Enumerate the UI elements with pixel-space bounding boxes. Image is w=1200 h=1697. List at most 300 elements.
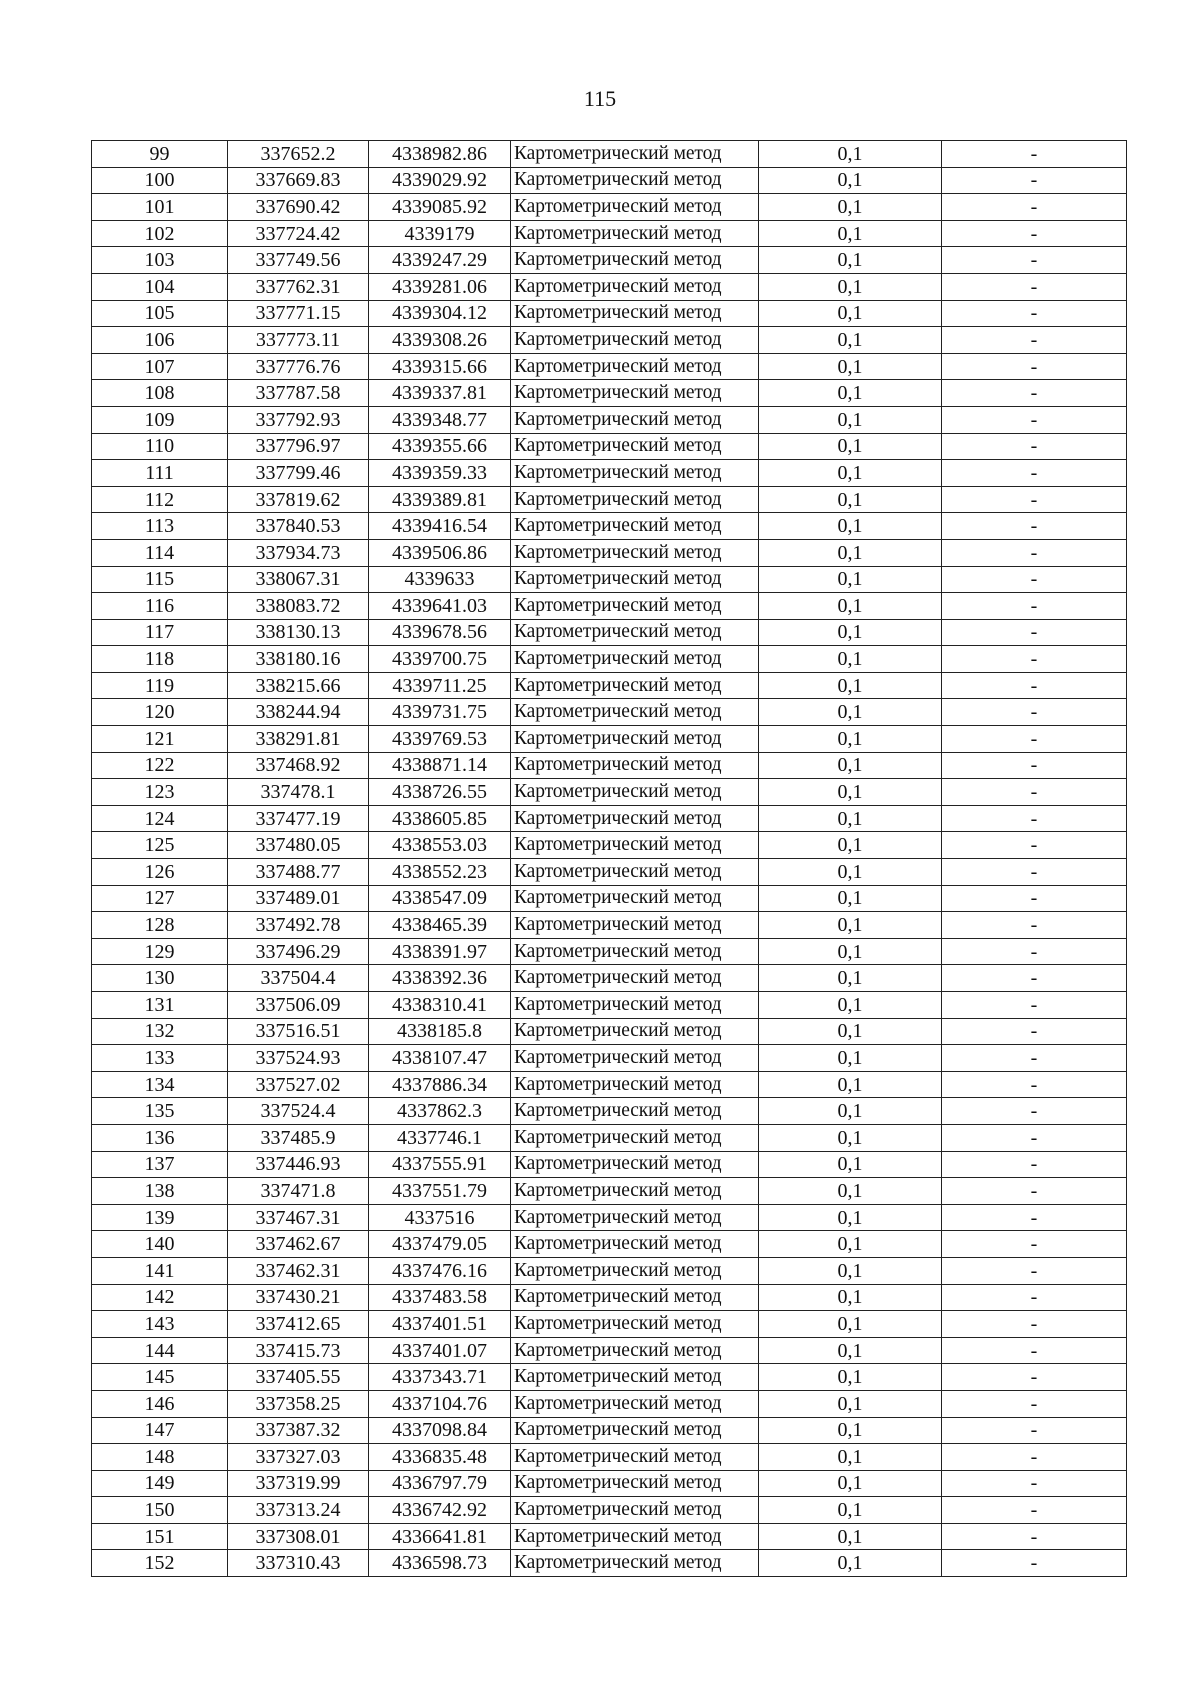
y-coordinate-cell: 4339416.54 [369,513,511,540]
y-coordinate-cell: 4338465.39 [369,912,511,939]
table-row [92,1390,1127,1417]
method-cell: Картометрический метод [511,1124,759,1151]
note-cell: - [942,699,1127,726]
point-number-cell: 140 [92,1231,228,1258]
method-cell: Картометрический метод [511,779,759,806]
point-number-cell: 136 [92,1124,228,1151]
x-coordinate-cell: 338130.13 [228,619,369,646]
y-coordinate-cell: 4337886.34 [369,1071,511,1098]
accuracy-cell: 0,1 [759,1284,942,1311]
accuracy-cell: 0,1 [759,726,942,753]
method-cell: Картометрический метод [511,885,759,912]
y-coordinate-cell: 4338605.85 [369,805,511,832]
accuracy-cell: 0,1 [759,619,942,646]
y-coordinate-cell: 4337401.07 [369,1337,511,1364]
point-number-cell: 120 [92,699,228,726]
y-coordinate-cell: 4339308.26 [369,327,511,354]
note-cell: - [942,1337,1127,1364]
point-number-cell: 145 [92,1364,228,1391]
table-row [92,194,1127,221]
accuracy-cell: 0,1 [759,646,942,673]
note-cell: - [942,353,1127,380]
note-cell: - [942,406,1127,433]
x-coordinate-cell: 337787.58 [228,380,369,407]
method-cell: Картометрический метод [511,380,759,407]
y-coordinate-cell: 4337104.76 [369,1390,511,1417]
x-coordinate-cell: 337799.46 [228,460,369,487]
accuracy-cell: 0,1 [759,406,942,433]
note-cell: - [942,1364,1127,1391]
y-coordinate-cell: 4339348.77 [369,406,511,433]
table-row [92,406,1127,433]
x-coordinate-cell: 337690.42 [228,194,369,221]
x-coordinate-cell: 337840.53 [228,513,369,540]
y-coordinate-cell: 4339355.66 [369,433,511,460]
x-coordinate-cell: 337430.21 [228,1284,369,1311]
note-cell: - [942,247,1127,274]
x-coordinate-cell: 337480.05 [228,832,369,859]
note-cell: - [942,327,1127,354]
x-coordinate-cell: 337412.65 [228,1311,369,1338]
table-row [92,1071,1127,1098]
note-cell: - [942,672,1127,699]
method-cell: Картометрический метод [511,938,759,965]
point-number-cell: 100 [92,167,228,194]
x-coordinate-cell: 337492.78 [228,912,369,939]
y-coordinate-cell: 4337476.16 [369,1257,511,1284]
method-cell: Картометрический метод [511,1523,759,1550]
accuracy-cell: 0,1 [759,805,942,832]
x-coordinate-cell: 337773.11 [228,327,369,354]
table-row [92,1497,1127,1524]
accuracy-cell: 0,1 [759,859,942,886]
note-cell: - [942,1497,1127,1524]
point-number-cell: 128 [92,912,228,939]
point-number-cell: 107 [92,353,228,380]
method-cell: Картометрический метод [511,965,759,992]
point-number-cell: 118 [92,646,228,673]
x-coordinate-cell: 337527.02 [228,1071,369,1098]
x-coordinate-cell: 337504.4 [228,965,369,992]
accuracy-cell: 0,1 [759,353,942,380]
y-coordinate-cell: 4336797.79 [369,1470,511,1497]
table-row [92,353,1127,380]
x-coordinate-cell: 337467.31 [228,1204,369,1231]
accuracy-cell: 0,1 [759,1178,942,1205]
note-cell: - [942,965,1127,992]
table-row [92,965,1127,992]
y-coordinate-cell: 4337483.58 [369,1284,511,1311]
point-number-cell: 114 [92,539,228,566]
point-number-cell: 125 [92,832,228,859]
accuracy-cell: 0,1 [759,141,942,168]
y-coordinate-cell: 4337746.1 [369,1124,511,1151]
point-number-cell: 142 [92,1284,228,1311]
accuracy-cell: 0,1 [759,460,942,487]
point-number-cell: 121 [92,726,228,753]
method-cell: Картометрический метод [511,593,759,620]
y-coordinate-cell: 4337343.71 [369,1364,511,1391]
x-coordinate-cell: 337313.24 [228,1497,369,1524]
accuracy-cell: 0,1 [759,327,942,354]
table-row [92,1470,1127,1497]
accuracy-cell: 0,1 [759,566,942,593]
point-number-cell: 138 [92,1178,228,1205]
x-coordinate-cell: 338215.66 [228,672,369,699]
point-number-cell: 132 [92,1018,228,1045]
accuracy-cell: 0,1 [759,1417,942,1444]
x-coordinate-cell: 337310.43 [228,1550,369,1577]
table-row [92,1178,1127,1205]
accuracy-cell: 0,1 [759,672,942,699]
accuracy-cell: 0,1 [759,593,942,620]
note-cell: - [942,593,1127,620]
table-row [92,779,1127,806]
table-row [92,699,1127,726]
method-cell: Картометрический метод [511,566,759,593]
note-cell: - [942,141,1127,168]
accuracy-cell: 0,1 [759,486,942,513]
point-number-cell: 139 [92,1204,228,1231]
point-number-cell: 117 [92,619,228,646]
note-cell: - [942,832,1127,859]
method-cell: Картометрический метод [511,141,759,168]
y-coordinate-cell: 4339179 [369,220,511,247]
method-cell: Картометрический метод [511,1470,759,1497]
point-number-cell: 106 [92,327,228,354]
accuracy-cell: 0,1 [759,1364,942,1391]
x-coordinate-cell: 337776.76 [228,353,369,380]
x-coordinate-cell: 337327.03 [228,1444,369,1471]
y-coordinate-cell: 4338552.23 [369,859,511,886]
y-coordinate-cell: 4336598.73 [369,1550,511,1577]
method-cell: Картометрический метод [511,699,759,726]
point-number-cell: 112 [92,486,228,513]
table-row [92,141,1127,168]
point-number-cell: 129 [92,938,228,965]
note-cell: - [942,1523,1127,1550]
x-coordinate-cell: 337468.92 [228,752,369,779]
accuracy-cell: 0,1 [759,1337,942,1364]
y-coordinate-cell: 4336641.81 [369,1523,511,1550]
y-coordinate-cell: 4337098.84 [369,1417,511,1444]
point-number-cell: 122 [92,752,228,779]
accuracy-cell: 0,1 [759,1151,942,1178]
table-row [92,300,1127,327]
table-row [92,619,1127,646]
note-cell: - [942,938,1127,965]
point-number-cell: 108 [92,380,228,407]
accuracy-cell: 0,1 [759,513,942,540]
accuracy-cell: 0,1 [759,938,942,965]
point-number-cell: 131 [92,992,228,1019]
note-cell: - [942,885,1127,912]
method-cell: Картометрический метод [511,726,759,753]
accuracy-cell: 0,1 [759,1470,942,1497]
y-coordinate-cell: 4338982.86 [369,141,511,168]
accuracy-cell: 0,1 [759,273,942,300]
y-coordinate-cell: 4337479.05 [369,1231,511,1258]
note-cell: - [942,726,1127,753]
x-coordinate-cell: 337524.93 [228,1045,369,1072]
method-cell: Картометрический метод [511,1204,759,1231]
y-coordinate-cell: 4339641.03 [369,593,511,620]
accuracy-cell: 0,1 [759,1204,942,1231]
note-cell: - [942,1071,1127,1098]
y-coordinate-cell: 4339029.92 [369,167,511,194]
y-coordinate-cell: 4338871.14 [369,752,511,779]
method-cell: Картометрический метод [511,220,759,247]
y-coordinate-cell: 4338547.09 [369,885,511,912]
y-coordinate-cell: 4339506.86 [369,539,511,566]
point-number-cell: 137 [92,1151,228,1178]
point-number-cell: 101 [92,194,228,221]
method-cell: Картометрический метод [511,167,759,194]
table-row [92,912,1127,939]
coordinates-table-body [92,141,1127,1577]
method-cell: Картометрический метод [511,460,759,487]
table-row [92,1417,1127,1444]
point-number-cell: 123 [92,779,228,806]
method-cell: Картометрический метод [511,406,759,433]
x-coordinate-cell: 337819.62 [228,486,369,513]
note-cell: - [942,779,1127,806]
method-cell: Картометрический метод [511,300,759,327]
y-coordinate-cell: 4339281.06 [369,273,511,300]
accuracy-cell: 0,1 [759,1231,942,1258]
y-coordinate-cell: 4338392.36 [369,965,511,992]
point-number-cell: 103 [92,247,228,274]
note-cell: - [942,1470,1127,1497]
note-cell: - [942,646,1127,673]
note-cell: - [942,194,1127,221]
method-cell: Картометрический метод [511,992,759,1019]
method-cell: Картометрический метод [511,832,759,859]
method-cell: Картометрический метод [511,912,759,939]
table-row [92,1231,1127,1258]
table-row [92,593,1127,620]
method-cell: Картометрический метод [511,1231,759,1258]
accuracy-cell: 0,1 [759,992,942,1019]
point-number-cell: 109 [92,406,228,433]
method-cell: Картометрический метод [511,1098,759,1125]
table-row [92,539,1127,566]
x-coordinate-cell: 337387.32 [228,1417,369,1444]
y-coordinate-cell: 4339315.66 [369,353,511,380]
note-cell: - [942,992,1127,1019]
x-coordinate-cell: 338083.72 [228,593,369,620]
note-cell: - [942,460,1127,487]
method-cell: Картометрический метод [511,1018,759,1045]
y-coordinate-cell: 4338553.03 [369,832,511,859]
table-row [92,1098,1127,1125]
note-cell: - [942,1098,1127,1125]
method-cell: Картометрический метод [511,273,759,300]
x-coordinate-cell: 337415.73 [228,1337,369,1364]
point-number-cell: 134 [92,1071,228,1098]
note-cell: - [942,1204,1127,1231]
table-row [92,1151,1127,1178]
point-number-cell: 144 [92,1337,228,1364]
table-row [92,726,1127,753]
table-row [92,1337,1127,1364]
table-row [92,513,1127,540]
y-coordinate-cell: 4339769.53 [369,726,511,753]
method-cell: Картометрический метод [511,486,759,513]
x-coordinate-cell: 338291.81 [228,726,369,753]
y-coordinate-cell: 4339678.56 [369,619,511,646]
x-coordinate-cell: 337652.2 [228,141,369,168]
table-row [92,1284,1127,1311]
table-row [92,646,1127,673]
method-cell: Картометрический метод [511,539,759,566]
table-row [92,1364,1127,1391]
x-coordinate-cell: 337308.01 [228,1523,369,1550]
x-coordinate-cell: 337488.77 [228,859,369,886]
x-coordinate-cell: 337669.83 [228,167,369,194]
table-row [92,1257,1127,1284]
note-cell: - [942,1124,1127,1151]
y-coordinate-cell: 4337551.79 [369,1178,511,1205]
point-number-cell: 116 [92,593,228,620]
table-row [92,1550,1127,1577]
table-row [92,672,1127,699]
method-cell: Картометрический метод [511,1497,759,1524]
point-number-cell: 119 [92,672,228,699]
point-number-cell: 105 [92,300,228,327]
accuracy-cell: 0,1 [759,380,942,407]
coordinates-table [91,140,1127,1577]
accuracy-cell: 0,1 [759,885,942,912]
accuracy-cell: 0,1 [759,1497,942,1524]
x-coordinate-cell: 337319.99 [228,1470,369,1497]
y-coordinate-cell: 4338107.47 [369,1045,511,1072]
y-coordinate-cell: 4336835.48 [369,1444,511,1471]
x-coordinate-cell: 337446.93 [228,1151,369,1178]
x-coordinate-cell: 337489.01 [228,885,369,912]
note-cell: - [942,433,1127,460]
method-cell: Картометрический метод [511,327,759,354]
note-cell: - [942,619,1127,646]
note-cell: - [942,1231,1127,1258]
point-number-cell: 111 [92,460,228,487]
note-cell: - [942,566,1127,593]
point-number-cell: 130 [92,965,228,992]
accuracy-cell: 0,1 [759,433,942,460]
point-number-cell: 124 [92,805,228,832]
note-cell: - [942,805,1127,832]
y-coordinate-cell: 4338185.8 [369,1018,511,1045]
x-coordinate-cell: 338180.16 [228,646,369,673]
table-row [92,433,1127,460]
x-coordinate-cell: 337516.51 [228,1018,369,1045]
table-row [92,1311,1127,1338]
point-number-cell: 149 [92,1470,228,1497]
table-row [92,220,1127,247]
note-cell: - [942,912,1127,939]
accuracy-cell: 0,1 [759,167,942,194]
note-cell: - [942,1151,1127,1178]
x-coordinate-cell: 337462.67 [228,1231,369,1258]
x-coordinate-cell: 337524.4 [228,1098,369,1125]
method-cell: Картометрический метод [511,1178,759,1205]
table-row [92,1523,1127,1550]
y-coordinate-cell: 4339085.92 [369,194,511,221]
method-cell: Картометрический метод [511,672,759,699]
x-coordinate-cell: 337471.8 [228,1178,369,1205]
method-cell: Картометрический метод [511,1550,759,1577]
method-cell: Картометрический метод [511,1364,759,1391]
y-coordinate-cell: 4339304.12 [369,300,511,327]
table-row [92,486,1127,513]
y-coordinate-cell: 4338310.41 [369,992,511,1019]
x-coordinate-cell: 337724.42 [228,220,369,247]
note-cell: - [942,1045,1127,1072]
table-row [92,1045,1127,1072]
y-coordinate-cell: 4337401.51 [369,1311,511,1338]
point-number-cell: 99 [92,141,228,168]
point-number-cell: 135 [92,1098,228,1125]
y-coordinate-cell: 4339633 [369,566,511,593]
point-number-cell: 151 [92,1523,228,1550]
point-number-cell: 133 [92,1045,228,1072]
note-cell: - [942,300,1127,327]
point-number-cell: 113 [92,513,228,540]
note-cell: - [942,1257,1127,1284]
accuracy-cell: 0,1 [759,779,942,806]
point-number-cell: 148 [92,1444,228,1471]
table-row [92,992,1127,1019]
method-cell: Картометрический метод [511,619,759,646]
x-coordinate-cell: 337762.31 [228,273,369,300]
note-cell: - [942,1178,1127,1205]
point-number-cell: 146 [92,1390,228,1417]
method-cell: Картометрический метод [511,353,759,380]
x-coordinate-cell: 337792.93 [228,406,369,433]
x-coordinate-cell: 337506.09 [228,992,369,1019]
accuracy-cell: 0,1 [759,1045,942,1072]
accuracy-cell: 0,1 [759,965,942,992]
y-coordinate-cell: 4339731.75 [369,699,511,726]
y-coordinate-cell: 4336742.92 [369,1497,511,1524]
page-number: 115 [583,86,617,111]
x-coordinate-cell: 338244.94 [228,699,369,726]
accuracy-cell: 0,1 [759,1390,942,1417]
note-cell: - [942,167,1127,194]
accuracy-cell: 0,1 [759,247,942,274]
accuracy-cell: 0,1 [759,1311,942,1338]
point-number-cell: 141 [92,1257,228,1284]
point-number-cell: 150 [92,1497,228,1524]
x-coordinate-cell: 338067.31 [228,566,369,593]
table-row [92,885,1127,912]
note-cell: - [942,1550,1127,1577]
note-cell: - [942,1417,1127,1444]
table-row [92,566,1127,593]
table-row [92,1204,1127,1231]
point-number-cell: 115 [92,566,228,593]
table-row [92,327,1127,354]
table-row [92,167,1127,194]
method-cell: Картометрический метод [511,1045,759,1072]
y-coordinate-cell: 4338726.55 [369,779,511,806]
y-coordinate-cell: 4339247.29 [369,247,511,274]
accuracy-cell: 0,1 [759,699,942,726]
x-coordinate-cell: 337796.97 [228,433,369,460]
note-cell: - [942,539,1127,566]
point-number-cell: 143 [92,1311,228,1338]
point-number-cell: 104 [92,273,228,300]
